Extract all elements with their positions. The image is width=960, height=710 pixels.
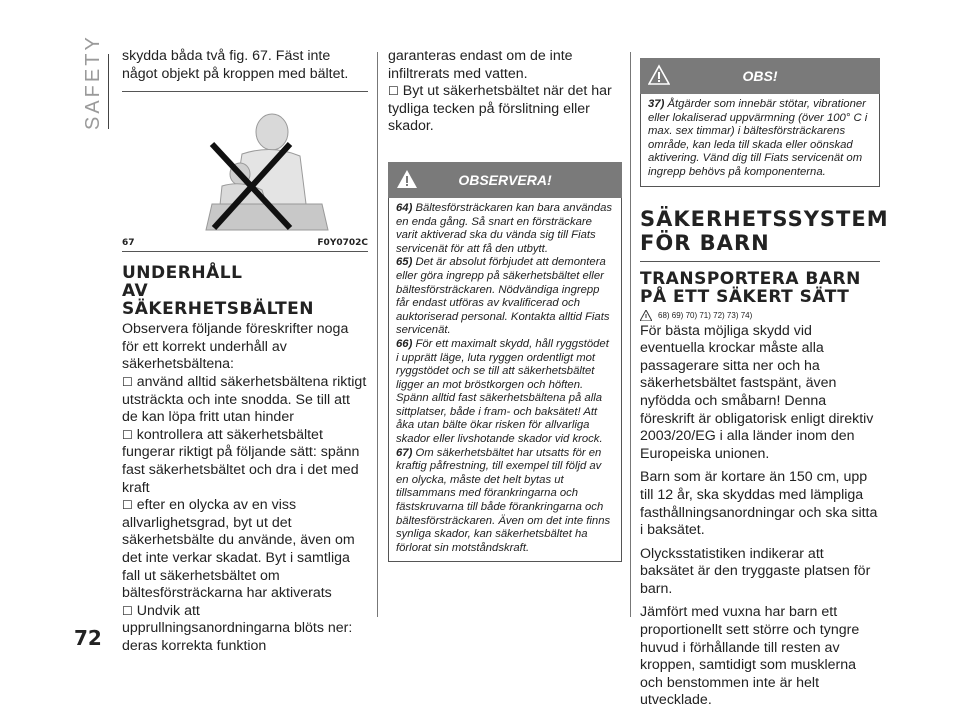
reference-list <box>640 310 880 321</box>
note-box <box>640 58 880 187</box>
warning-item: 67) Om säkerhetsbältet har utsatts för en kraftig påfrestning, till exempel till följd av en olycka, måste det helt bytas ut tillsammans med förankringarna och fästskruvarna till både förankringarna och bältesförsträckaren. Även om det inte finns synliga skador, kan säkerhetsbältet ha förlorat sin motståndskraft. <box>396 446 611 554</box>
caption-rule <box>122 251 368 252</box>
column-divider <box>377 52 378 617</box>
warning-icon <box>640 310 652 321</box>
figure <box>122 104 368 236</box>
list-item: ☐ kontrollera att säkerhetsbältet fungerar riktigt på följande sätt: spänn fast säkerhetsbältet och dra i det med kraft <box>122 427 368 497</box>
figure-rule <box>122 91 368 92</box>
note-header <box>640 58 880 94</box>
intro-text: skydda båda två fig. 67. Fäst inte något objekt på kroppen med bältet. <box>122 48 349 82</box>
figure-caption <box>122 238 368 248</box>
note-title: OBS! <box>742 68 778 84</box>
section-divider <box>108 54 109 129</box>
heading-rule <box>640 261 880 262</box>
column-divider <box>630 52 631 617</box>
paragraph: För bästa möjliga skydd vid eventuella krockar måste alla passagerare sitta ner och ha säkerhetsbältet fastspänt, även nyfödda och småbarn! Denna föreskrift är obligatorisk enligt direktiv 2003/20/EG i alla länder inom den Europeiska unionen. <box>640 322 874 462</box>
paragraph: Jämfört med vuxna har barn ett proportionellt sett större och tyngre huvud i förhållande till resten av kroppen, samtidigt som musklerna och benstommen inte är helt utvecklade. <box>640 604 860 709</box>
warning-header <box>388 162 622 198</box>
column-1 <box>122 48 368 655</box>
list-item: ☐ Byt ut säkerhetsbältet när det har tydliga tecken på förslitning eller skador. <box>388 83 622 136</box>
continued-text: garanteras endast om de inte infiltrerats med vatten. <box>388 48 573 82</box>
reference-numbers: 68) 69) 70) 71) 72) 73) 74) <box>658 310 753 320</box>
list-item: ☐ använd alltid säkerhetsbältena riktigt utsträckta och inte snodda. Se till att de kan löpa fritt utan hinder <box>122 374 368 427</box>
lead-text: Observera följande föreskrifter noga för ett korrekt underhåll av säkerhetsbältena: <box>122 321 349 373</box>
column-2 <box>388 48 622 562</box>
section-label: SAFETY <box>82 34 104 130</box>
note-item: 37) Åtgärder som innebär stötar, vibrationer eller lokaliserad uppvärmning (över 100° C i max. sex timmar) i bältesförsträckarens område, kan leda till skada eller oönskad aktivering. Vänd dig till Fiats servicenät om ingrepp behövs på komponenterna. <box>648 98 868 178</box>
warning-item: 65) Det är absolut förbjudet att demontera eller göra ingrepp på säkerhetsbältet eller bältesförsträckaren. Nödvändiga ingrepp får endast utföras av kvalificerad och auktoriserad personal. Kontakta alltid Fiats servicenät. <box>396 256 610 337</box>
list-item: ☐ efter en olycka av en viss allvarlighetsgrad, byt ut det säkerhetsbälte du använde, även om det inte verkar skadat. Byt i samtliga fall ut säkerhetsbältet om bältesförsträckarna har aktiverats <box>122 497 368 603</box>
note-content <box>640 94 880 187</box>
child-seat-illustration <box>122 104 368 236</box>
paragraph: Olycksstatistiken indikerar att baksätet är den tryggaste platsen för barn. <box>640 545 871 597</box>
warning-title: OBSERVERA! <box>458 171 552 188</box>
warning-item: 64) Bältesförsträckaren kan bara användas en enda gång. Så snart en försträckare varit aktiverad ska du vända sig till Fiats servicenät för att få den utbytt. <box>396 201 613 255</box>
figure-code: F0Y0702C <box>317 238 368 249</box>
section-heading: UNDERHÅLL AV SÄKERHETSBÄLTEN <box>122 263 315 320</box>
sub-heading: TRANSPORTERA BARN PÅ ETT SÄKERT SÄTT <box>640 268 861 307</box>
warning-content <box>388 198 622 562</box>
paragraph: Barn som är kortare än 150 cm, upp till 12 år, ska skyddas med lämpliga fasthållningsanordningar och ska sitta i baksätet. <box>640 469 878 539</box>
list-item: ☐ Undvik att upprullningsanordningarna blöts ner: deras korrekta funktion <box>122 603 368 656</box>
column-3 <box>640 58 889 710</box>
main-heading: SÄKERHETSSYSTEM FÖR BARN <box>640 206 889 255</box>
figure-number: 67 <box>122 238 135 249</box>
warning-box <box>388 162 622 562</box>
warning-item: 66) För ett maximalt skydd, håll ryggstödet i upprätt läge, luta ryggen ordentligt mot ryggstödet och se till att säkerhetsbältet ligger an mot bröstkorgen och höften. Spänn alltid fast säkerhetsbältena på alla sittplatser, både i fram- och baksätet! Att åka utan bälte ökar risken för allvarliga skador eller livshotande skador vid krock. <box>396 337 609 446</box>
page-number: 72 <box>74 626 102 650</box>
